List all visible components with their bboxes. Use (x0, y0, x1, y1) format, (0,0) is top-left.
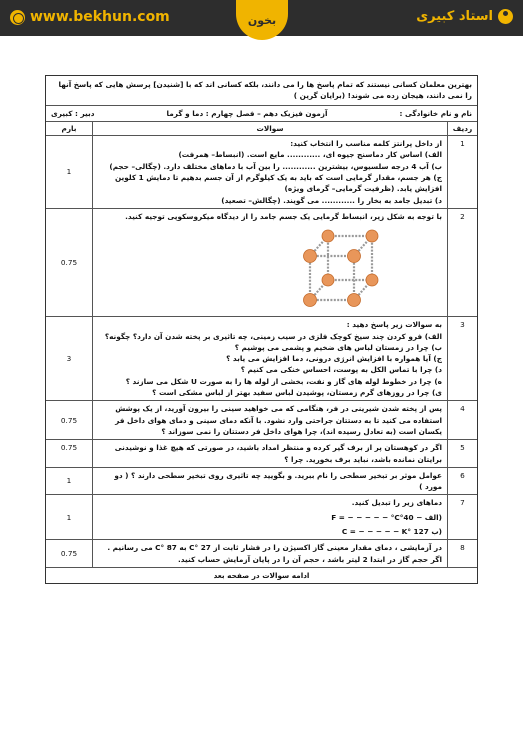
question-score: 1 (66, 476, 72, 486)
question-row-7 (46, 495, 477, 540)
question-line: ب) چرا در زمستان لباس های ضخیم و پشمی می پوشیم ؟ (234, 342, 442, 352)
question-line: الف) اساس کار دماسنج جیوه ای، ............ مایع است. (انبساط– همرفت) (178, 150, 442, 160)
question-number: 2 (447, 209, 477, 316)
question-row-4 (46, 401, 477, 440)
student-name-label: نام و نام خانوادگی : (399, 108, 472, 118)
question-line: (الف − 40°F = − − − − − °C (331, 512, 442, 522)
question-number: 1 (447, 136, 477, 208)
teacher-label: دبیر : کبیری (51, 108, 95, 118)
question-text (92, 440, 447, 467)
question-line: الف) فرو کردن چند سیخ کوچک فلزی در سیب زمینی، چه تاثیری بر پخته شدن آن دارد؟ چگونه؟ (104, 331, 442, 341)
question-text (92, 540, 447, 567)
site-url[interactable] (10, 9, 170, 25)
question-text (92, 136, 447, 208)
question-score: 0.75 (60, 548, 78, 558)
exam-sheet (45, 75, 478, 584)
continued-note: ادامه سوالات در صفحه بعد (213, 570, 310, 580)
question-row-5 (46, 440, 477, 468)
question-line: به سوالات زیر پاسخ دهید : (346, 320, 442, 330)
question-number: 8 (447, 540, 477, 567)
question-line: د) تبدیل جامد به بخار را ............ می گویند. (چگالش– تصعید) (221, 195, 442, 205)
site-url-text: www.bekhun.com (30, 9, 170, 25)
person-icon (498, 9, 513, 24)
question-line: اگر در کوهستان پر از برف گیر کرده و منتظر امداد باشید، در صورتی که هیچ غذا و نوشیدنی برایتان نمانده باشد، نباید برف بخورید. چرا ؟ (114, 443, 442, 464)
question-line: ه) چرا در خطوط لوله های گاز و نفت، بخشی از لوله ها را به صورت U شکل می سازند ؟ (125, 376, 442, 386)
question-number: 6 (447, 468, 477, 495)
question-row-6 (46, 468, 477, 496)
question-line: عوامل موثر بر تبخیر سطحی را نام ببرید. و بگویید چه تاثیری روی تبخیر سطحی دارند ؟ ( دو مورد ) (114, 470, 442, 492)
question-row-3 (46, 317, 477, 401)
intro-quote: بهترین معلمان کسانی نیستند که تمام پاسخ ها را می دانند، بلکه کسانی اند که با [شنیدن] پرسش هایی که پاسخ آنها را نمی دانند، هیجان زده می شوند! (برایان گرین ) (46, 76, 477, 106)
question-score: 1 (66, 512, 72, 522)
globe-icon (10, 10, 25, 25)
question-text (92, 401, 447, 439)
header-num: ردیف (447, 122, 477, 135)
question-line: ب) آب 4 درجه سلسیوس، بیشترین ............ را بین آب با دماهای مختلف دارد. (چگالی– حجم) (109, 161, 442, 171)
question-score: 1 (66, 167, 72, 177)
header-score: بارم (61, 123, 77, 133)
question-line: از داخل پرانتز کلمه مناسب را انتخاب کنید: (290, 139, 442, 149)
question-text (92, 317, 447, 400)
question-score: 0.75 (60, 443, 78, 453)
question-line: پس از پخته شدن شیرینی در فر، هنگامی که می خواهید سینی را بیرون آورید، از یک پوشش استفاده می کنید تا به دستتان جراحتی وارد نشود. با آنکه دمای سینی و دمای هوای داخل فر یکسان است (به تعادل رسیده اند)، چرا هوای داخل فر دستتان را نمی سوزاند ؟ (115, 404, 442, 436)
question-line: ج) آیا همواره با افزایش انرژی درونی، دما افزایش می یابد ؟ (226, 354, 442, 364)
question-line: (ب 127 °C = − − − − − K (341, 527, 442, 537)
question-row-2 (46, 209, 477, 317)
teacher-name (416, 9, 513, 24)
question-line: دماهای زیر را تبدیل کنید. (351, 498, 442, 508)
question-line: ی) چرا در روزهای گرم زمستان، پوشیدن لباس سفید بهتر از لباس مشکی است ؟ (152, 388, 442, 398)
question-text (92, 468, 447, 495)
question-number: 4 (447, 401, 477, 439)
exam-info-row (46, 106, 477, 122)
question-line: در آزمایشی ، دمای مقدار معینی گاز اکسیژن را در فشار ثابت از 27 °C به 87 °C می رسانیم . اگر حجم گاز در ابتدا 2 لیتر باشد ، حجم آن را در پایان آزمایش حساب کنید. (107, 543, 442, 564)
question-score: 0.75 (60, 257, 78, 267)
question-score: 3 (66, 354, 72, 364)
exam-title: آزمون فیزیک دهم – فصل چهارم : دما و گرما (166, 108, 328, 118)
teacher-name-text: استاد کبیری (416, 9, 493, 24)
question-number: 5 (447, 440, 477, 467)
question-line: ج) هر جسم، مقدار گرمایی است که باید به یک کیلوگرم از آن جسم بدهیم تا دمایش 1 کلوین افزایش یابد. (ظرفیت گرمایی– گرمای ویژه) (114, 173, 442, 194)
table-header (46, 122, 477, 136)
question-number: 3 (447, 317, 477, 400)
site-logo-text: بخون (247, 13, 277, 27)
crystal-lattice-figure (296, 226, 382, 312)
question-text (92, 495, 447, 539)
header-questions: سوالات (92, 122, 447, 135)
question-score: 0.75 (60, 415, 78, 425)
question-line: د) چرا با تماس الکل به پوست، احساس خنکی می کنیم ؟ (240, 365, 442, 375)
question-row-8 (46, 540, 477, 568)
question-text (92, 209, 447, 316)
question-line: با توجه به شکل زیر، انبساط گرمایی یک جسم جامد را از دیدگاه میکروسکوپی توجیه کنید. (125, 211, 442, 221)
question-row-1 (46, 136, 477, 209)
question-number: 7 (447, 495, 477, 539)
